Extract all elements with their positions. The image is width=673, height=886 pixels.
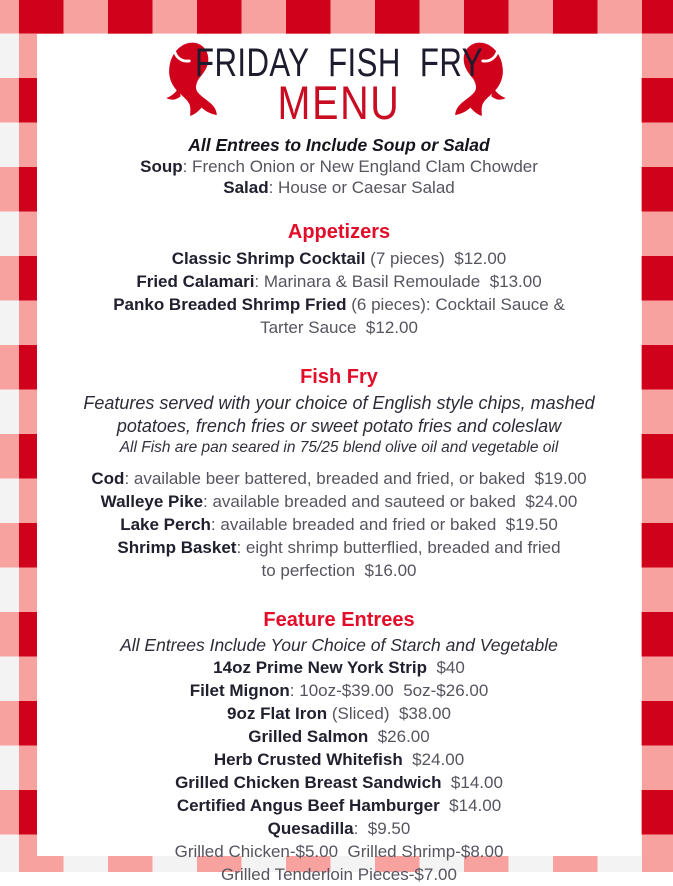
section-heading: Feature Entrees xyxy=(263,609,415,631)
menu-item-line xyxy=(37,794,641,817)
item-detail: $26.00 xyxy=(368,727,430,746)
menu-item-line xyxy=(37,656,641,679)
page-title: FRIDAY FISH FRY xyxy=(195,41,483,85)
item-name: Grilled Salmon xyxy=(248,727,369,746)
item-continuation-line xyxy=(37,316,641,339)
intro-note: All Entrees to Include Soup or Salad xyxy=(188,135,490,155)
menu-section xyxy=(37,608,641,886)
intro-lines xyxy=(37,156,641,198)
item-name: Herb Crusted Whitefish xyxy=(213,750,403,769)
menu-item-line xyxy=(37,702,641,725)
menu-item-line xyxy=(37,536,641,559)
menu-item-line xyxy=(37,270,641,293)
item-name: Classic Shrimp Cocktail xyxy=(171,249,366,268)
menu-sections xyxy=(37,220,641,886)
item-name: Walleye Pike xyxy=(100,492,204,511)
menu-item-line xyxy=(37,293,641,316)
menu-item-line xyxy=(37,771,641,794)
section-items xyxy=(37,656,641,886)
item-name: Shrimp Basket xyxy=(117,538,237,557)
item-name: Quesadilla xyxy=(267,819,354,838)
menu-item-line xyxy=(37,679,641,702)
item-detail: : available beer battered, breaded and fried, or baked $19.00 xyxy=(124,469,587,488)
item-detail: (6 pieces): Cocktail Sauce & xyxy=(346,295,565,314)
item-detail: $24.00 xyxy=(402,750,465,769)
item-detail: Grilled Tenderloin Pieces-$7.00 xyxy=(221,865,457,884)
item-detail: to perfection $16.00 xyxy=(261,561,417,580)
menu-item-line xyxy=(37,817,641,840)
item-detail: : eight shrimp butterflied, breaded and fried xyxy=(236,538,561,557)
item-name: Filet Mignon xyxy=(189,681,290,700)
intro-detail: : House or Caesar Salad xyxy=(268,178,455,197)
section-lead-line: Features served with your choice of English style chips, mashed xyxy=(83,393,595,413)
menu-item-line xyxy=(37,863,641,886)
menu-page xyxy=(37,34,641,884)
menu-item-line xyxy=(37,513,641,536)
item-detail: Tarter Sauce $12.00 xyxy=(260,318,418,337)
menu-item-line xyxy=(37,467,641,490)
section-heading: Fish Fry xyxy=(300,366,378,388)
menu-header xyxy=(37,34,641,198)
intro-line xyxy=(37,156,641,177)
menu-item-line xyxy=(37,748,641,771)
item-detail: $40 xyxy=(427,658,465,677)
intro-line xyxy=(37,177,641,198)
item-detail: : available breaded and fried or baked $19.50 xyxy=(210,515,558,534)
item-name: Lake Perch xyxy=(120,515,211,534)
menu-item-line xyxy=(37,247,641,270)
item-detail: Grilled Chicken-$5.00 Grilled Shrimp-$8.00 xyxy=(174,842,504,861)
intro-label: Soup xyxy=(140,157,183,176)
intro-label: Salad xyxy=(223,178,269,197)
section-heading: Appetizers xyxy=(287,221,391,243)
item-detail: : $9.50 xyxy=(353,819,411,838)
item-name: 9oz Flat Iron xyxy=(227,704,328,723)
menu-item-line xyxy=(37,490,641,513)
item-detail: $14.00 xyxy=(439,796,502,815)
item-name: 14oz Prime New York Strip xyxy=(213,658,428,677)
item-detail: (7 pieces) $12.00 xyxy=(365,249,507,268)
item-name: Cod xyxy=(91,469,125,488)
item-name: Fried Calamari xyxy=(136,272,255,291)
menu-subtitle: MENU xyxy=(277,76,401,129)
section-items xyxy=(37,247,641,339)
item-name: Panko Breaded Shrimp Fried xyxy=(113,295,347,314)
intro-detail: : French Onion or New England Clam Chowder xyxy=(182,157,538,176)
section-lead-line: All Entrees Include Your Choice of Starch and Vegetable xyxy=(120,635,558,655)
menu-item-line xyxy=(37,725,641,748)
menu-section xyxy=(37,365,641,582)
item-detail: $14.00 xyxy=(441,773,503,792)
item-detail: : Marinara & Basil Remoulade $13.00 xyxy=(254,272,542,291)
item-detail: : 10oz-$39.00 5oz-$26.00 xyxy=(289,681,489,700)
item-name: Grilled Chicken Breast Sandwich xyxy=(175,773,442,792)
section-items xyxy=(37,467,641,582)
section-lead-line: potatoes, french fries or sweet potato fries and coleslaw xyxy=(116,416,562,436)
item-detail: (Sliced) $38.00 xyxy=(327,704,451,723)
item-name: Certified Angus Beef Hamburger xyxy=(176,796,440,815)
section-lead-line: All Fish are pan seared in 75/25 blend olive oil and vegetable oil xyxy=(119,439,559,456)
item-detail: : available breaded and sauteed or baked $24.00 xyxy=(203,492,578,511)
menu-item-line xyxy=(37,840,641,863)
item-continuation-line xyxy=(37,559,641,582)
menu-section xyxy=(37,220,641,339)
